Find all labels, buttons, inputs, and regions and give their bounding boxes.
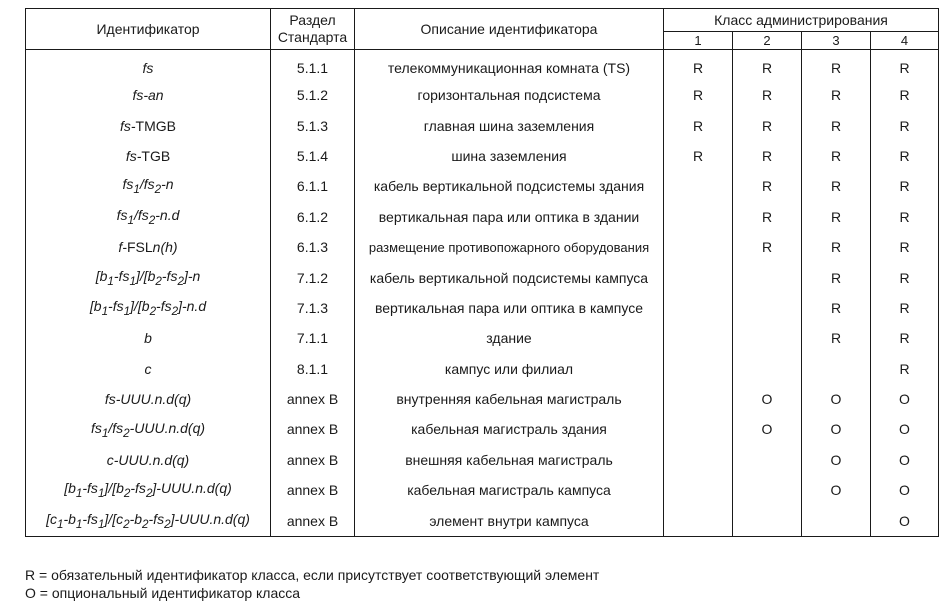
table-row xyxy=(26,354,939,384)
cell-class-4: O xyxy=(871,475,939,505)
header-section-line2: Стандарта xyxy=(277,29,348,45)
cell-identifier: fs-TMGB xyxy=(26,110,271,140)
footnotes xyxy=(25,566,599,602)
table-row xyxy=(26,110,939,140)
header-class-4: 4 xyxy=(871,32,939,50)
cell-class-1 xyxy=(664,505,733,536)
cell-class-3 xyxy=(802,505,871,536)
cell-description: телекоммуникационная комната (TS) xyxy=(355,50,664,81)
cell-identifier: fs xyxy=(26,50,271,81)
cell-identifier: $fs_1/fs_2-n$ xyxy=(26,171,271,201)
table-row xyxy=(26,202,939,232)
cell-section: 5.1.1 xyxy=(271,50,355,81)
cell-class-4: R xyxy=(871,141,939,171)
identifier-table xyxy=(25,8,939,537)
table-row xyxy=(26,80,939,110)
cell-class-2: R xyxy=(733,171,802,201)
cell-class-1 xyxy=(664,323,733,353)
cell-class-2 xyxy=(733,505,802,536)
cell-class-2: O xyxy=(733,384,802,414)
cell-identifier: f-FSLn(h) xyxy=(26,232,271,262)
cell-class-4: R xyxy=(871,80,939,110)
table-row xyxy=(26,414,939,444)
cell-section: 7.1.2 xyxy=(271,262,355,292)
cell-section: 6.1.2 xyxy=(271,202,355,232)
table-row xyxy=(26,445,939,475)
header-class-1: 1 xyxy=(664,32,733,50)
cell-class-3: O xyxy=(802,475,871,505)
cell-class-1 xyxy=(664,445,733,475)
cell-class-3: R xyxy=(802,171,871,201)
cell-class-2: O xyxy=(733,414,802,444)
cell-identifier: fs-TGB xyxy=(26,141,271,171)
cell-description: кампус или филиал xyxy=(355,354,664,384)
cell-identifier: $fs_1/fs_2-n.d$ xyxy=(26,202,271,232)
cell-class-3: R xyxy=(802,293,871,323)
cell-class-1 xyxy=(664,475,733,505)
cell-class-1 xyxy=(664,384,733,414)
cell-class-2: R xyxy=(733,110,802,140)
cell-class-4: R xyxy=(871,171,939,201)
cell-identifier: $fs_1/fs_2-UUU.n.d(q)$ xyxy=(26,414,271,444)
header-class-3: 3 xyxy=(802,32,871,50)
cell-section: 8.1.1 xyxy=(271,354,355,384)
cell-class-4: O xyxy=(871,384,939,414)
cell-section: annex B xyxy=(271,414,355,444)
header-admin-class: Класс администрирования xyxy=(664,9,939,32)
table-row xyxy=(26,475,939,505)
cell-class-1 xyxy=(664,171,733,201)
table-row xyxy=(26,262,939,292)
table-row xyxy=(26,384,939,414)
cell-class-4: O xyxy=(871,414,939,444)
cell-description: кабель вертикальной подсистемы здания xyxy=(355,171,664,201)
table-row xyxy=(26,141,939,171)
cell-section: 7.1.3 xyxy=(271,293,355,323)
cell-class-2 xyxy=(733,445,802,475)
header-section xyxy=(271,9,355,50)
cell-identifier: $[c_1-b_1-fs_1]/[c_2-b_2-fs_2]-UUU.n.d(q)$ xyxy=(26,505,271,536)
cell-class-4: R xyxy=(871,232,939,262)
cell-description: здание xyxy=(355,323,664,353)
cell-description: внутренняя кабельная магистраль xyxy=(355,384,664,414)
cell-identifier: c xyxy=(26,354,271,384)
cell-class-3: R xyxy=(802,323,871,353)
cell-class-1: R xyxy=(664,80,733,110)
cell-class-3: R xyxy=(802,232,871,262)
cell-class-3: O xyxy=(802,414,871,444)
cell-description: элемент внутри кампуса xyxy=(355,505,664,536)
table-row xyxy=(26,171,939,201)
cell-description: размещение противопожарного оборудования xyxy=(355,232,664,262)
cell-section: 5.1.4 xyxy=(271,141,355,171)
cell-class-1 xyxy=(664,293,733,323)
cell-class-2 xyxy=(733,293,802,323)
header-section-line1: Раздел xyxy=(289,12,336,28)
cell-identifier: fs-UUU.n.d(q) xyxy=(26,384,271,414)
table-row xyxy=(26,232,939,262)
cell-description: вертикальная пара или оптика в кампусе xyxy=(355,293,664,323)
table-body xyxy=(26,50,939,537)
cell-class-2: R xyxy=(733,50,802,81)
cell-description: главная шина заземления xyxy=(355,110,664,140)
cell-class-2 xyxy=(733,475,802,505)
cell-description: кабельная магистраль здания xyxy=(355,414,664,444)
cell-class-1 xyxy=(664,354,733,384)
cell-section: annex B xyxy=(271,384,355,414)
cell-class-2: R xyxy=(733,202,802,232)
cell-class-1 xyxy=(664,262,733,292)
cell-identifier: b xyxy=(26,323,271,353)
cell-class-3: R xyxy=(802,262,871,292)
cell-class-4: O xyxy=(871,505,939,536)
cell-class-2: R xyxy=(733,141,802,171)
cell-section: 6.1.3 xyxy=(271,232,355,262)
cell-class-1 xyxy=(664,232,733,262)
cell-class-4: R xyxy=(871,202,939,232)
cell-description: кабель вертикальной подсистемы кампуса xyxy=(355,262,664,292)
cell-class-2: R xyxy=(733,80,802,110)
header-description: Описание идентификатора xyxy=(355,9,664,50)
cell-class-2 xyxy=(733,262,802,292)
cell-class-1: R xyxy=(664,50,733,81)
cell-class-3: R xyxy=(802,110,871,140)
cell-class-4: O xyxy=(871,445,939,475)
header-identifier: Идентификатор xyxy=(26,9,271,50)
cell-class-2 xyxy=(733,323,802,353)
cell-class-4: R xyxy=(871,110,939,140)
cell-description: шина заземления xyxy=(355,141,664,171)
cell-class-3: O xyxy=(802,384,871,414)
cell-description: внешняя кабельная магистраль xyxy=(355,445,664,475)
table-row xyxy=(26,505,939,536)
cell-identifier: c-UUU.n.d(q) xyxy=(26,445,271,475)
cell-description: вертикальная пара или оптика в здании xyxy=(355,202,664,232)
cell-class-1: R xyxy=(664,110,733,140)
cell-identifier: $[b_1-fs_1]/[b_2-fs_2]-n$ xyxy=(26,262,271,292)
cell-class-4: R xyxy=(871,323,939,353)
cell-class-3 xyxy=(802,354,871,384)
cell-section: 5.1.2 xyxy=(271,80,355,110)
cell-identifier: $[b_1-fs_1]/[b_2-fs_2]-n.d$ xyxy=(26,293,271,323)
cell-class-4: R xyxy=(871,50,939,81)
cell-class-3: R xyxy=(802,141,871,171)
cell-description: кабельная магистраль кампуса xyxy=(355,475,664,505)
cell-class-1 xyxy=(664,202,733,232)
table-row xyxy=(26,323,939,353)
cell-identifier: $[b_1-fs_1]/[b_2-fs_2]-UUU.n.d(q)$ xyxy=(26,475,271,505)
cell-class-2: R xyxy=(733,232,802,262)
cell-identifier: fs-an xyxy=(26,80,271,110)
table-row xyxy=(26,50,939,81)
cell-section: 5.1.3 xyxy=(271,110,355,140)
footnote-optional: O = опциональный идентификатор класса xyxy=(25,585,301,601)
cell-class-3: O xyxy=(802,445,871,475)
cell-section: annex B xyxy=(271,475,355,505)
cell-section: 6.1.1 xyxy=(271,171,355,201)
cell-class-1: R xyxy=(664,141,733,171)
cell-section: 7.1.1 xyxy=(271,323,355,353)
footnote-required: R = обязательный идентификатор класса, если присутствует соответствующий элемент xyxy=(25,567,600,583)
cell-section: annex B xyxy=(271,445,355,475)
header-class-2: 2 xyxy=(733,32,802,50)
cell-class-3: R xyxy=(802,80,871,110)
table-row xyxy=(26,293,939,323)
cell-class-4: R xyxy=(871,262,939,292)
cell-class-3: R xyxy=(802,50,871,81)
cell-class-3: R xyxy=(802,202,871,232)
cell-description: горизонтальная подсистема xyxy=(355,80,664,110)
cell-class-4: R xyxy=(871,293,939,323)
cell-class-4: R xyxy=(871,354,939,384)
cell-class-1 xyxy=(664,414,733,444)
cell-class-2 xyxy=(733,354,802,384)
cell-section: annex B xyxy=(271,505,355,536)
